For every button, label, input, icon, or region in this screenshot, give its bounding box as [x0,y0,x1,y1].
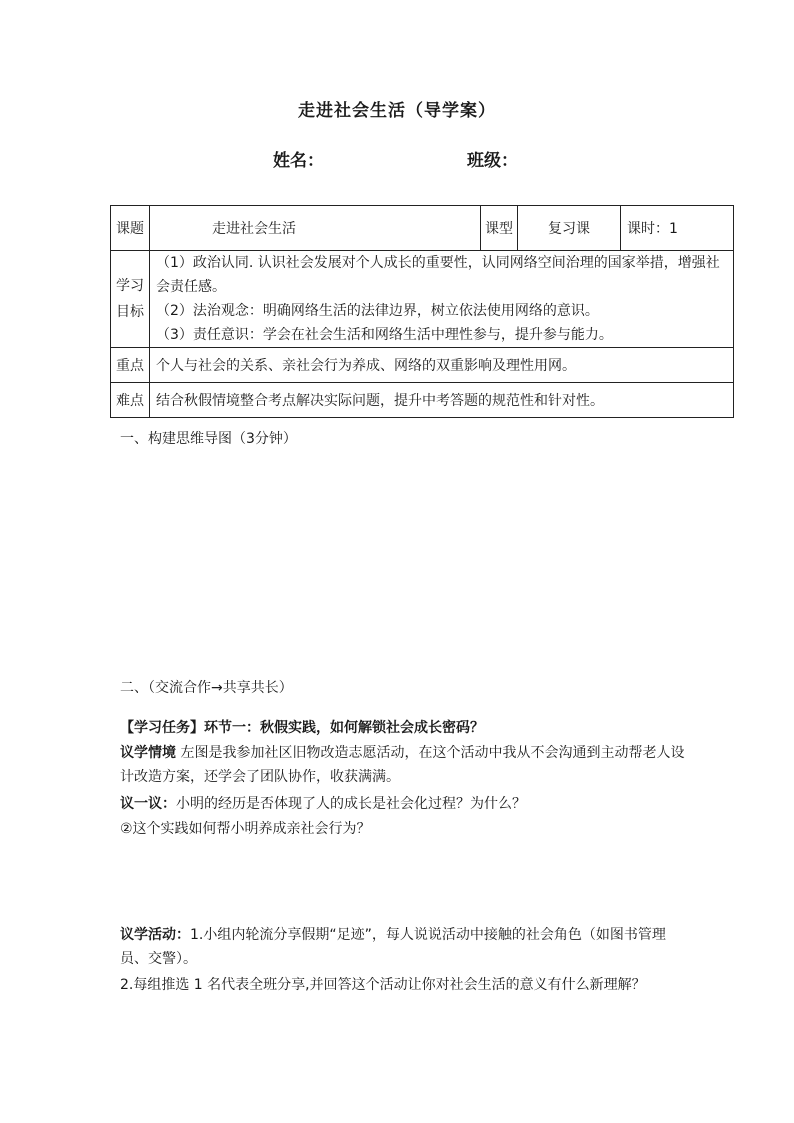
difficulty-value: 结合秋假情境整合考点解决实际问题，提升中考答题的规范性和针对性。 [150,383,734,418]
topic-label: 课题 [111,206,150,251]
key-point-label: 重点 [111,348,150,383]
activity-text: 1.小组内轮流分享假期“足迹”，每人说说活动中接触的社会角色（如图书管理员、交警）。 [120,927,666,967]
discuss-line [120,792,526,816]
task-heading: 【学习任务】环节一：秋假实践，如何解锁社会成长密码？ [120,720,484,736]
goals-label-line: 目标 [116,304,144,320]
goals-label-line: 学习 [116,278,144,294]
page-title: 走进社会生活（导学案） [298,101,496,121]
goal-item: （2）法治观念：明确网络生活的法律边界，树立依法使用网络的意识。 [156,303,599,319]
student-info-line [0,146,794,170]
table-row [111,383,734,418]
goal-item: （1）政治认同. 认识社会发展对个人成长的重要性，认同网络空间治理的国家举措，增强社会责任感。 [156,255,720,295]
period-value: 课时：1 [621,206,734,251]
type-value: 复习课 [518,206,621,251]
discuss-label: 议一议： [120,796,176,812]
difficulty-label: 难点 [111,383,150,418]
class-label: 班级： [467,151,518,171]
situation-label: 议学情境 [120,745,176,761]
activity-paragraph [120,923,690,971]
learning-goals [150,251,734,348]
situation-text: 左图是我参加社区旧物改造志愿活动，在这个活动中我从不会沟通到主动帮老人设计改造方案，还学会了团队协作，收获满满。 [120,745,685,785]
situation-paragraph [120,741,690,789]
activity-label: 议学活动： [120,927,190,943]
table-row [111,206,734,251]
goal-item: （3）责任意识：学会在社会生活和网络生活中理性参与，提升参与能力。 [156,327,613,343]
activity-item-2: 2.每组推选 1 名代表全班分享,并回答这个活动让你对社会生活的意义有什么新理解？ [120,977,646,993]
goals-label [111,251,150,348]
topic-value: 走进社会生活 [150,206,481,251]
name-label: 姓名： [273,151,324,171]
discuss-question-2: ②这个实践如何帮小明养成亲社会行为？ [120,821,371,837]
lesson-info-table [110,205,734,418]
discuss-text: 小明的经历是否体现了人的成长是社会化过程？为什么？ [176,796,526,812]
type-label: 课型 [481,206,518,251]
table-row [111,348,734,383]
section-heading-mindmap: 一、构建思维导图（3分钟） [120,431,297,447]
table-row [111,251,734,348]
section-heading-cooperation: 二、（交流合作→共享共长） [120,680,293,696]
key-point-value: 个人与社会的关系、亲社会行为养成、网络的双重影响及理性用网。 [150,348,734,383]
